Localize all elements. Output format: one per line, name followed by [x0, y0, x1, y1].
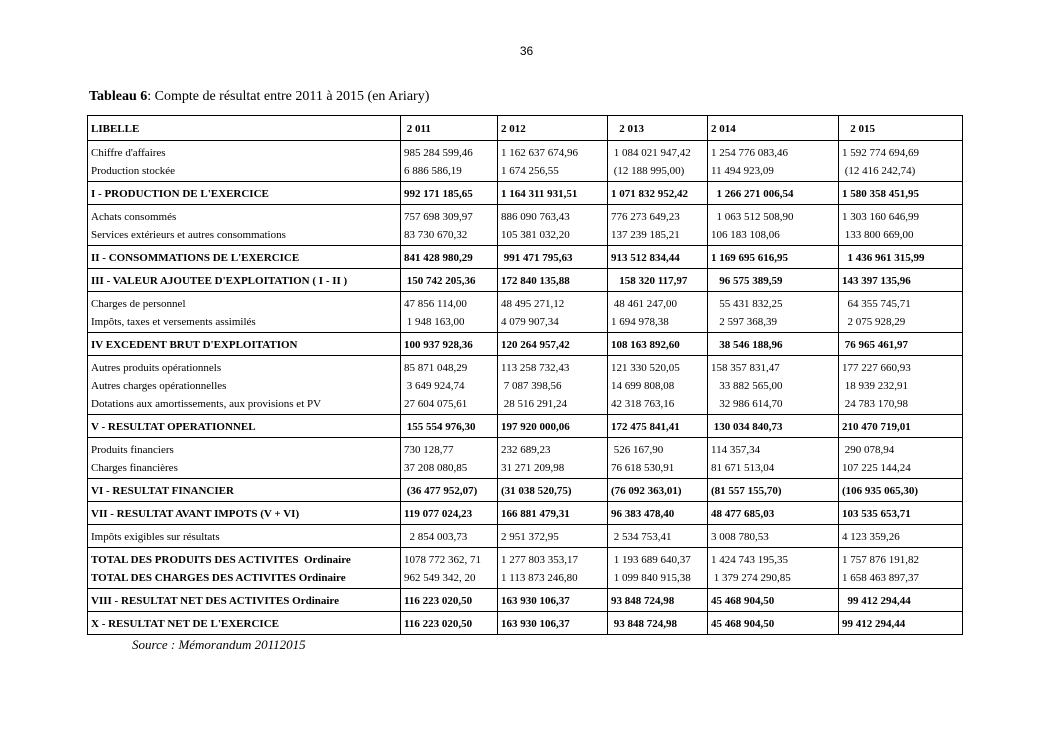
year-value-cell: 158 320 117,97	[608, 269, 708, 292]
table-row	[88, 246, 963, 269]
row-label: X - RESULTAT NET DE L'EXERCICE	[88, 612, 401, 635]
table-row	[88, 589, 963, 612]
year-value-cell: 143 397 135,96	[839, 269, 963, 292]
year-value-cell: 163 930 106,37	[498, 589, 608, 612]
year-value-cell: 150 742 205,36	[401, 269, 498, 292]
year-value-cell: 24 783 170,98	[839, 395, 963, 415]
year-value-cell: (12 188 995,00)	[608, 162, 708, 182]
table-caption-text: : Compte de résultat entre 2011 à 2015 (en Ariary)	[147, 89, 430, 104]
year-value-cell: (76 092 363,01)	[608, 479, 708, 502]
year-value-cell: 1 193 689 640,37	[608, 548, 708, 570]
year-value-cell: 99 412 294,44	[839, 589, 963, 612]
table-row	[88, 141, 963, 163]
row-label: Charges financières	[88, 459, 401, 479]
year-value-cell: 776 273 649,23	[608, 205, 708, 227]
year-value-cell: 2 012	[498, 116, 608, 141]
row-label: LIBELLE	[88, 116, 401, 141]
year-value-cell: 1 164 311 931,51	[498, 182, 608, 205]
year-value-cell: 27 604 075,61	[401, 395, 498, 415]
year-value-cell: 991 471 795,63	[498, 246, 608, 269]
year-value-cell: 177 227 660,93	[839, 356, 963, 378]
table-caption-label: Tableau 6	[89, 89, 148, 104]
table-row	[88, 356, 963, 378]
year-value-cell: 7 087 398,56	[498, 377, 608, 395]
year-value-cell: 103 535 653,71	[839, 502, 963, 525]
row-label: V - RESULTAT OPERATIONNEL	[88, 415, 401, 438]
table-row	[88, 292, 963, 314]
year-value-cell: 45 468 904,50	[708, 612, 839, 635]
year-value-cell: 45 468 904,50	[708, 589, 839, 612]
year-value-cell: 172 475 841,41	[608, 415, 708, 438]
table-row	[88, 377, 963, 395]
row-label: Produits financiers	[88, 438, 401, 460]
year-value-cell: 2 011	[401, 116, 498, 141]
year-value-cell: 42 318 763,16	[608, 395, 708, 415]
row-label: Services extérieurs et autres consommations	[88, 226, 401, 246]
year-value-cell: 1 277 803 353,17	[498, 548, 608, 570]
table-row	[88, 333, 963, 356]
table-row	[88, 226, 963, 246]
year-value-cell: 1 674 256,55	[498, 162, 608, 182]
year-value-cell: 93 848 724,98	[608, 589, 708, 612]
table-row	[88, 395, 963, 415]
year-value-cell: 14 699 808,08	[608, 377, 708, 395]
year-value-cell: 1 162 637 674,96	[498, 141, 608, 163]
row-label: Autres charges opérationnelles	[88, 377, 401, 395]
row-label: Achats consommés	[88, 205, 401, 227]
row-label: Chiffre d'affaires	[88, 141, 401, 163]
year-value-cell: 172 840 135,88	[498, 269, 608, 292]
year-value-cell: 985 284 599,46	[401, 141, 498, 163]
year-value-cell: (36 477 952,07)	[401, 479, 498, 502]
table-row	[88, 162, 963, 182]
year-value-cell: 757 698 309,97	[401, 205, 498, 227]
year-value-cell: 130 034 840,73	[708, 415, 839, 438]
year-value-cell: 121 330 520,05	[608, 356, 708, 378]
year-value-cell: 107 225 144,24	[839, 459, 963, 479]
year-value-cell: 1 592 774 694,69	[839, 141, 963, 163]
year-value-cell: (12 416 242,74)	[839, 162, 963, 182]
row-label: VIII - RESULTAT NET DES ACTIVITES Ordinaire	[88, 589, 401, 612]
table-row	[88, 569, 963, 589]
year-value-cell: 81 671 513,04	[708, 459, 839, 479]
source-note: Source : Mémorandum 20112015	[132, 637, 306, 652]
year-value-cell: 96 383 478,40	[608, 502, 708, 525]
year-value-cell: 83 730 670,32	[401, 226, 498, 246]
row-label: VII - RESULTAT AVANT IMPOTS (V + VI)	[88, 502, 401, 525]
year-value-cell: 526 167,90	[608, 438, 708, 460]
table-row	[88, 548, 963, 570]
row-label: III - VALEUR AJOUTEE D'EXPLOITATION ( I - II )	[88, 269, 401, 292]
year-value-cell: 106 183 108,06	[708, 226, 839, 246]
table-header-row	[88, 116, 963, 141]
year-value-cell: 33 882 565,00	[708, 377, 839, 395]
table-row	[88, 479, 963, 502]
year-value-cell: 2 854 003,73	[401, 525, 498, 548]
year-value-cell: 197 920 000,06	[498, 415, 608, 438]
year-value-cell: 28 516 291,24	[498, 395, 608, 415]
year-value-cell: 4 123 359,26	[839, 525, 963, 548]
year-value-cell: (31 038 520,75)	[498, 479, 608, 502]
table-row	[88, 415, 963, 438]
year-value-cell: 886 090 763,43	[498, 205, 608, 227]
year-value-cell: 105 381 032,20	[498, 226, 608, 246]
year-value-cell: 2 014	[708, 116, 839, 141]
row-label: Impôts exigibles sur résultats	[88, 525, 401, 548]
year-value-cell: 1 948 163,00	[401, 313, 498, 333]
year-value-cell: 1 757 876 191,82	[839, 548, 963, 570]
year-value-cell: 2 015	[839, 116, 963, 141]
year-value-cell: 48 495 271,12	[498, 292, 608, 314]
table-row	[88, 502, 963, 525]
year-value-cell: 37 208 080,85	[401, 459, 498, 479]
year-value-cell: 116 223 020,50	[401, 612, 498, 635]
year-value-cell: 48 477 685,03	[708, 502, 839, 525]
year-value-cell: 3 649 924,74	[401, 377, 498, 395]
year-value-cell: 137 239 185,21	[608, 226, 708, 246]
row-label: TOTAL DES CHARGES DES ACTIVITES Ordinaire	[88, 569, 401, 589]
year-value-cell: 2 597 368,39	[708, 313, 839, 333]
row-label: VI - RESULTAT FINANCIER	[88, 479, 401, 502]
year-value-cell: (106 935 065,30)	[839, 479, 963, 502]
year-value-cell: 119 077 024,23	[401, 502, 498, 525]
year-value-cell: 18 939 232,91	[839, 377, 963, 395]
year-value-cell: 133 800 669,00	[839, 226, 963, 246]
year-value-cell: 163 930 106,37	[498, 612, 608, 635]
year-value-cell: 1 063 512 508,90	[708, 205, 839, 227]
table-row	[88, 438, 963, 460]
year-value-cell: 1 113 873 246,80	[498, 569, 608, 589]
year-value-cell: 100 937 928,36	[401, 333, 498, 356]
year-value-cell: 166 881 479,31	[498, 502, 608, 525]
year-value-cell: 96 575 389,59	[708, 269, 839, 292]
year-value-cell: 93 848 724,98	[608, 612, 708, 635]
table-caption	[89, 89, 429, 105]
year-value-cell: 290 078,94	[839, 438, 963, 460]
year-value-cell: 114 357,34	[708, 438, 839, 460]
row-label: Dotations aux amortissements, aux provisions et PV	[88, 395, 401, 415]
year-value-cell: 55 431 832,25	[708, 292, 839, 314]
year-value-cell: 962 549 342, 20	[401, 569, 498, 589]
table-row	[88, 459, 963, 479]
year-value-cell: 1 694 978,38	[608, 313, 708, 333]
year-value-cell: 158 357 831,47	[708, 356, 839, 378]
year-value-cell: 232 689,23	[498, 438, 608, 460]
year-value-cell: 1 071 832 952,42	[608, 182, 708, 205]
year-value-cell: 2 951 372,95	[498, 525, 608, 548]
year-value-cell: 730 128,77	[401, 438, 498, 460]
table-row	[88, 525, 963, 548]
year-value-cell: 116 223 020,50	[401, 589, 498, 612]
year-value-cell: (81 557 155,70)	[708, 479, 839, 502]
table-row	[88, 612, 963, 635]
year-value-cell: 1 379 274 290,85	[708, 569, 839, 589]
year-value-cell: 76 965 461,97	[839, 333, 963, 356]
year-value-cell: 11 494 923,09	[708, 162, 839, 182]
row-label: Autres produits opérationnels	[88, 356, 401, 378]
row-label: TOTAL DES PRODUITS DES ACTIVITES Ordinaire	[88, 548, 401, 570]
year-value-cell: 48 461 247,00	[608, 292, 708, 314]
year-value-cell: 1 084 021 947,42	[608, 141, 708, 163]
table-row	[88, 182, 963, 205]
year-value-cell: 1078 772 362, 71	[401, 548, 498, 570]
year-value-cell: 85 871 048,29	[401, 356, 498, 378]
row-label: Production stockée	[88, 162, 401, 182]
row-label: Impôts, taxes et versements assimilés	[88, 313, 401, 333]
year-value-cell: 1 436 961 315,99	[839, 246, 963, 269]
year-value-cell: 113 258 732,43	[498, 356, 608, 378]
year-value-cell: 913 512 834,44	[608, 246, 708, 269]
year-value-cell: 2 013	[608, 116, 708, 141]
table-row	[88, 269, 963, 292]
year-value-cell: 1 658 463 897,37	[839, 569, 963, 589]
year-value-cell: 6 886 586,19	[401, 162, 498, 182]
year-value-cell: 4 079 907,34	[498, 313, 608, 333]
year-value-cell: 1 254 776 083,46	[708, 141, 839, 163]
income-statement-table	[87, 115, 963, 635]
year-value-cell: 108 163 892,60	[608, 333, 708, 356]
year-value-cell: 155 554 976,30	[401, 415, 498, 438]
year-value-cell: 3 008 780,53	[708, 525, 839, 548]
year-value-cell: 992 171 185,65	[401, 182, 498, 205]
year-value-cell: 2 075 928,29	[839, 313, 963, 333]
year-value-cell: 1 266 271 006,54	[708, 182, 839, 205]
table-row	[88, 205, 963, 227]
row-label: IV EXCEDENT BRUT D'EXPLOITATION	[88, 333, 401, 356]
year-value-cell: 1 169 695 616,95	[708, 246, 839, 269]
year-value-cell: 841 428 980,29	[401, 246, 498, 269]
row-label: I - PRODUCTION DE L'EXERCICE	[88, 182, 401, 205]
year-value-cell: 210 470 719,01	[839, 415, 963, 438]
year-value-cell: 32 986 614,70	[708, 395, 839, 415]
year-value-cell: 31 271 209,98	[498, 459, 608, 479]
year-value-cell: 64 355 745,71	[839, 292, 963, 314]
year-value-cell: 1 580 358 451,95	[839, 182, 963, 205]
year-value-cell: 47 856 114,00	[401, 292, 498, 314]
row-label: II - CONSOMMATIONS DE L'EXERCICE	[88, 246, 401, 269]
year-value-cell: 2 534 753,41	[608, 525, 708, 548]
year-value-cell: 76 618 530,91	[608, 459, 708, 479]
year-value-cell: 1 424 743 195,35	[708, 548, 839, 570]
year-value-cell: 38 546 188,96	[708, 333, 839, 356]
year-value-cell: 1 303 160 646,99	[839, 205, 963, 227]
page-number: 36	[519, 44, 534, 58]
row-label: Charges de personnel	[88, 292, 401, 314]
table-row	[88, 313, 963, 333]
year-value-cell: 1 099 840 915,38	[608, 569, 708, 589]
year-value-cell: 120 264 957,42	[498, 333, 608, 356]
year-value-cell: 99 412 294,44	[839, 612, 963, 635]
